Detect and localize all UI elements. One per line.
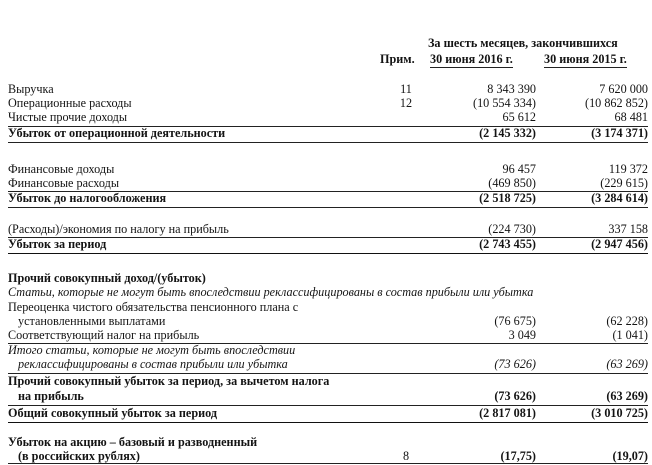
row-label: (Расходы)/экономия по налогу на прибыль	[8, 222, 229, 236]
value-2015: (19,07)	[612, 449, 648, 463]
divider	[8, 207, 648, 208]
divider	[8, 422, 648, 423]
value-2015: 68 481	[614, 110, 648, 124]
row-label: Убыток до налогообложения	[8, 191, 167, 205]
row-label: (в российских рублях)	[18, 449, 140, 463]
divider	[8, 142, 648, 143]
value-2015: (2 947 456)	[591, 237, 648, 251]
row-label: Операционные расходы	[8, 96, 132, 110]
subtotal-row	[8, 390, 648, 403]
value-2016: 96 457	[502, 162, 536, 176]
row-label: Убыток за период	[8, 237, 107, 251]
row-label: Соответствующий налог на прибыль	[8, 328, 200, 342]
value-2015: (3 010 725)	[591, 406, 648, 420]
divider	[8, 253, 648, 254]
value-2015: (229 615)	[600, 176, 648, 190]
total-row	[8, 407, 648, 420]
row-label: Прочий совокупный доход/(убыток)	[8, 271, 206, 285]
eps-row	[8, 450, 648, 463]
row-label: Выручка	[8, 82, 54, 96]
row-label: Финансовые расходы	[8, 176, 120, 190]
row-note: 12	[399, 96, 413, 110]
value-2015: (63 269)	[606, 389, 648, 403]
statement-row	[8, 83, 648, 96]
divider	[8, 463, 648, 464]
value-2016: (73 626)	[494, 389, 536, 403]
statement-row	[8, 97, 648, 110]
period-header: За шесть месяцев, закончившихся	[428, 36, 618, 50]
row-label: Чистые прочие доходы	[8, 110, 128, 124]
eps-heading	[8, 436, 648, 449]
value-2016: (10 554 334)	[473, 96, 536, 110]
value-2016: (76 675)	[494, 314, 536, 328]
row-label: на прибыль	[18, 389, 84, 403]
row-label: Убыток от операционной деятельности	[8, 126, 226, 140]
row-label: Прочий совокупный убыток за период, за вычетом налога	[8, 374, 330, 388]
row-label: Общий совокупный убыток за период	[8, 406, 218, 420]
value-2016: (73 626)	[494, 357, 536, 371]
row-note: 8	[402, 449, 410, 463]
value-2016: 65 612	[502, 110, 536, 124]
value-2016: (17,75)	[500, 449, 536, 463]
value-2015: (10 862 852)	[585, 96, 648, 110]
subtotal-row	[8, 127, 648, 140]
value-2015: (3 284 614)	[591, 191, 648, 205]
note-column-header: Прим.	[380, 52, 415, 66]
statement-row	[8, 315, 648, 328]
row-label: Переоценка чистого обязательства пенсионного плана с	[8, 300, 299, 314]
value-2016: (2 145 332)	[479, 126, 536, 140]
row-label: Итого статьи, которые не могут быть впоследствии	[8, 343, 296, 357]
statement-row	[8, 111, 648, 124]
value-2015: 119 372	[608, 162, 648, 176]
statement-row	[8, 223, 648, 236]
row-label: реклассифицированы в состав прибыли или убытка	[18, 357, 288, 371]
value-2016: (469 850)	[488, 176, 536, 190]
subtotal-row	[8, 192, 648, 205]
statement-row	[8, 344, 648, 357]
column-header-2015: 30 июня 2015 г.	[544, 52, 627, 66]
value-2015: 7 620 000	[599, 82, 648, 96]
value-2016: (2 518 725)	[479, 191, 536, 205]
row-note: 11	[400, 82, 412, 96]
statement-row	[8, 329, 648, 342]
statement-row	[8, 177, 648, 190]
value-2016: 8 343 390	[487, 82, 536, 96]
section-heading	[8, 272, 648, 285]
subtotal-row	[8, 238, 648, 251]
value-2016: (2 817 081)	[479, 406, 536, 420]
row-label: Убыток на акцию – базовый и разводненный	[8, 435, 258, 449]
column-header-2016: 30 июня 2016 г.	[430, 52, 513, 66]
value-2015: (63 269)	[606, 357, 648, 371]
row-label: установленными выплатами	[18, 314, 166, 328]
value-2015: (62 228)	[606, 314, 648, 328]
value-2015: (1 041)	[612, 328, 648, 342]
row-label: Финансовые доходы	[8, 162, 115, 176]
value-2015: (3 174 371)	[591, 126, 648, 140]
value-2016: (224 730)	[488, 222, 536, 236]
value-2015: 337 158	[608, 222, 648, 236]
value-2016: 3 049	[508, 328, 536, 342]
statement-row	[8, 163, 648, 176]
section-subheading	[8, 286, 648, 299]
statement-row	[8, 358, 648, 371]
row-label: Статьи, которые не могут быть впоследствии реклассифицированы в состав прибыли или убытка	[8, 285, 534, 299]
value-2016: (2 743 455)	[479, 237, 536, 251]
subtotal-row	[8, 375, 648, 388]
statement-row	[8, 301, 648, 314]
